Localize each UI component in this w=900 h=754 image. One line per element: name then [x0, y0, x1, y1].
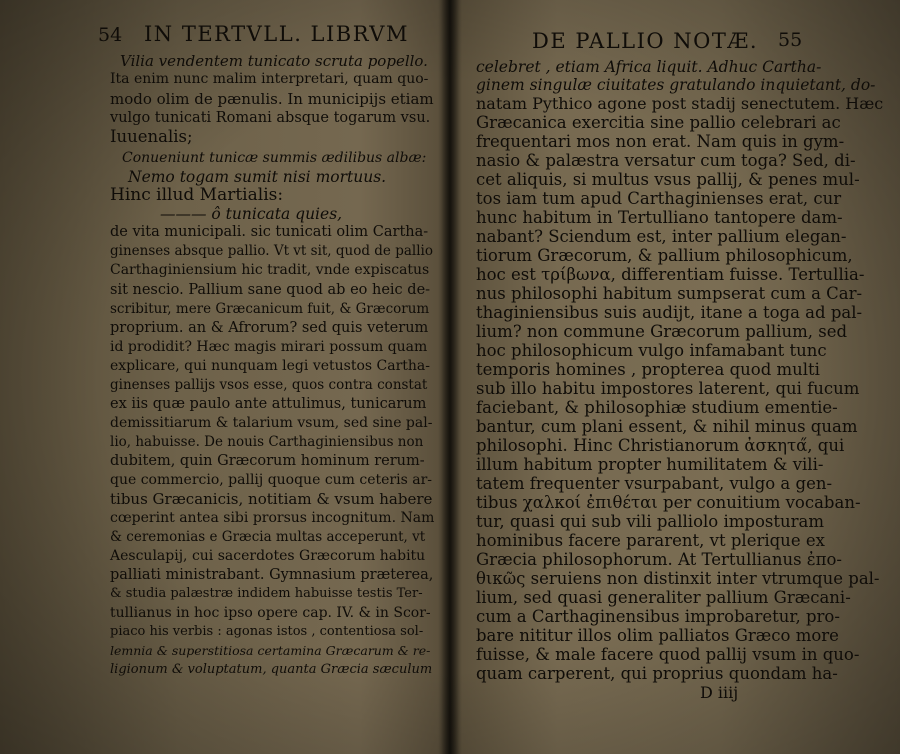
right-line: quam carperent, qui proprius quondam ha- — [476, 664, 838, 683]
left-line: explicare, qui nunquam legi vetustos Cartha- — [110, 358, 431, 374]
left-line: que commercio, pallij quoque cum ceteris ar- — [110, 472, 433, 488]
right-line: hoc est τρίβωνα, differentiam fuisse. Tertullia- — [476, 265, 865, 284]
left-line: & ceremonias e Græcia multas acceperunt, vt — [110, 529, 426, 545]
left-line: vulgo tunicati Romani absque togarum vsu. — [110, 110, 431, 126]
left-page — [0, 0, 448, 754]
left-line: id prodidit? Hæc magis mirari possum quam — [110, 339, 428, 355]
right-line: tiorum Græcorum, & pallium philosophicum, — [476, 246, 853, 265]
right-line: thaginiensibus suis audijt, itane a toga ad pal- — [476, 303, 863, 322]
right-running-head: DE PALLIO NOTÆ. — [532, 29, 759, 53]
right-line: natam Pythico agone post stadij senectutem. Hæc — [476, 94, 884, 113]
right-line: θικῶς seruiens non distinxit inter vtrumque pal- — [476, 569, 880, 588]
right-line: cum a Carthaginensibus improbaretur, pro- — [476, 607, 840, 626]
left-line: Ita enim nunc malim interpretari, quam quo- — [110, 71, 429, 87]
left-line: Iuuenalis; — [110, 127, 193, 146]
right-line: ginem singulæ ciuitates gratulando inquietant, do- — [476, 76, 876, 94]
right-line: Græcia philosophorum. At Tertullianus ἐπο- — [476, 550, 843, 569]
left-line: piaco his verbis : agonas istos , contentiosa sol- — [110, 624, 424, 639]
right-line: hunc habitum in Tertulliano tantopere dam- — [476, 208, 843, 227]
right-line: faciebant, & philosophiæ studium ementie- — [476, 398, 838, 417]
left-line: demissitiarum & talarium vsum, sed sine pal- — [110, 415, 433, 431]
left-line: sit nescio. Pallium sane quod ab eo heic de- — [110, 282, 431, 298]
left-line: Aesculapij, cui sacerdotes Græcorum habitu — [110, 548, 426, 564]
left-line: ligionum & voluptatum, quanta Græcia sæculum — [110, 662, 433, 677]
right-line: nabant? Sciendum est, inter pallium elegan- — [476, 227, 847, 246]
right-line: tatem frequenter vsurpabant, vulgo a gen- — [476, 474, 833, 493]
left-line: Carthaginiensium hic tradit, vnde expiscatus — [110, 262, 430, 278]
left-line: cœperint antea sibi prorsus incognitum. Nam — [110, 510, 435, 526]
right-line: fuisse, & male facere quod pallij vsum in quo- — [476, 645, 860, 664]
left-line: proprium. an & Afrorum? sed quis veterum — [110, 320, 429, 336]
left-page-number: 54 — [98, 24, 123, 46]
right-line: nus philosophi habitum sumpserat cum a Car- — [476, 284, 863, 303]
left-line: ginenses absque pallio. Vt vt sit, quod de pallio — [110, 243, 433, 259]
right-line: lium? non commune Græcorum pallium, sed — [476, 322, 848, 341]
left-line: Vilia vendentem tunicato scruta popello. — [120, 52, 428, 70]
left-line: ——— ô tunicata quies, — [160, 205, 343, 223]
right-page — [452, 0, 900, 754]
right-line: temporis homines , propterea quod multi — [476, 360, 820, 379]
right-line: celebret , etiam Africa liquit. Adhuc Cartha- — [476, 58, 822, 76]
right-line: nasio & palæstra versatur cum toga? Sed, di- — [476, 151, 856, 170]
right-line: hoc philosophicum vulgo infamabant tunc — [476, 341, 827, 360]
right-line: frequentari mos non erat. Nam quis in gym- — [476, 132, 845, 151]
right-line: sub illo habitu impostores laterent, qui fucum — [476, 379, 860, 398]
left-line: Nemo togam sumit nisi mortuus. — [128, 168, 387, 186]
right-line: tur, quasi qui sub vili palliolo imposturam — [476, 512, 824, 531]
left-line: lio, habuisse. De nouis Carthaginiensibus non — [110, 434, 424, 450]
left-line: scribitur, mere Græcanicum fuit, & Græcorum — [110, 301, 430, 317]
right-line: bantur, cum plani essent, & nihil minus quam — [476, 417, 858, 436]
left-line: tullianus in hoc ipso opere cap. IV. & in Scor- — [110, 605, 431, 621]
right-line: Græcanica exercitia sine pallio celebrari ac — [476, 113, 841, 132]
left-line: ex iis quæ paulo ante attulimus, tunicarum — [110, 396, 427, 412]
right-line: philosophi. Hinc Christianorum ἀσκητα̋, qui — [476, 436, 845, 455]
left-line: modo olim de pænulis. In municipijs etiam — [110, 90, 434, 108]
left-line: lemnia & superstitiosa certamina Græcarum & re- — [110, 643, 431, 658]
right-line: bare nititur illos olim palliatos Græco more — [476, 626, 839, 645]
right-line: hominibus facere pararent, vt plerique ex — [476, 531, 825, 550]
left-line: tibus Græcanicis, notitiam & vsum habere — [110, 490, 433, 508]
right-page-number: 55 — [778, 29, 803, 51]
left-line: Hinc illud Martialis: — [110, 185, 284, 205]
left-line: & studia palæstræ indidem habuisse testis Ter- — [110, 586, 423, 601]
signature-mark: D iiij — [700, 683, 739, 702]
left-line: ginenses pallijs vsos esse, quos contra constat — [110, 377, 428, 393]
left-running-head: IN TERTVLL. LIBRVM — [144, 22, 409, 46]
left-line: de vita municipali. sic tunicati olim Cartha- — [110, 224, 429, 240]
right-line: lium, sed quasi generaliter pallium Græcani- — [476, 588, 851, 607]
left-line: palliati ministrabant. Gymnasium præterea, — [110, 567, 434, 583]
right-line: cet aliquis, si multus vsus pallij, & penes mul- — [476, 170, 860, 189]
right-line: illum habitum propter humilitatem & vili- — [476, 455, 824, 474]
right-line: tos iam tum apud Carthaginienses erat, cur — [476, 189, 842, 208]
right-line: tibus χαλκοί ἐπιθέται per conuitium vocaban- — [476, 493, 861, 512]
left-line: dubitem, quin Græcorum hominum rerum- — [110, 453, 425, 469]
left-line: Conueniunt tunicæ summis ædilibus albæ: — [122, 150, 427, 166]
